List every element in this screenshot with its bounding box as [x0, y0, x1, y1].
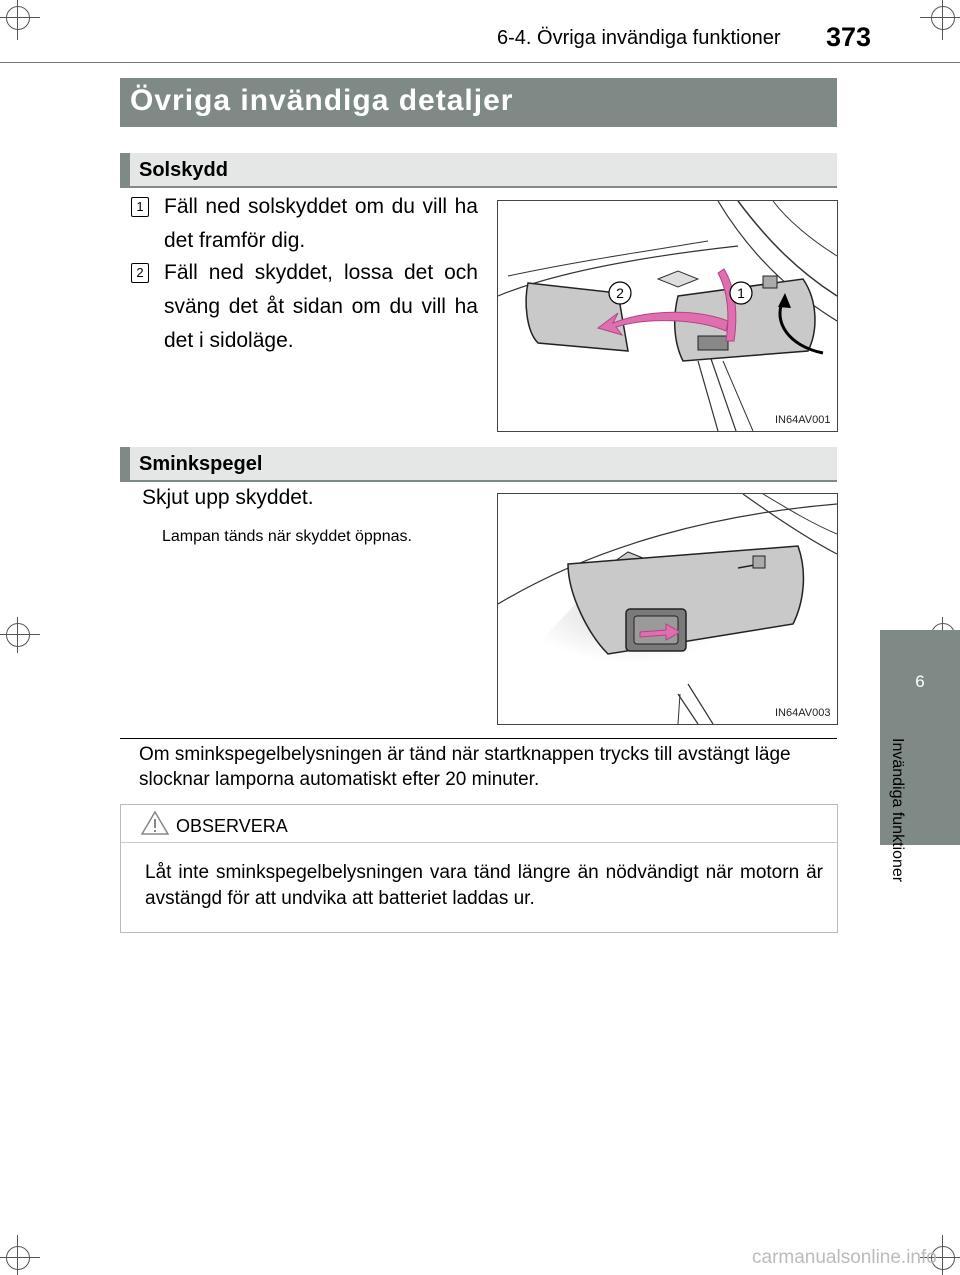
sun-visor-figure — [497, 200, 838, 432]
section-heading-sminkspegel — [120, 447, 837, 482]
vanity-mirror-illustration — [498, 494, 837, 724]
figure-label-1: 1 — [737, 285, 745, 301]
chapter-side-number: 6 — [915, 672, 925, 691]
page-number: 373 — [826, 22, 872, 52]
step-1-icon: 1 — [131, 197, 149, 217]
watermark: carmanualsonline.info — [752, 1247, 937, 1268]
mirror-detail: Lampan tänds när skyddet öppnas. — [162, 528, 412, 545]
figure-code-1: IN64AV001 — [775, 414, 831, 426]
step-2-icon: 2 — [131, 263, 149, 283]
caution-text: Låt inte sminkspegelbelysningen vara tänd längre än nödvändigt när motorn är avstängd för att undvika att batteriet laddas ur. — [145, 862, 823, 909]
note-text: Om sminkspegelbelysningen är tänd när startknappen trycks till avstängt läge slocknar lamporna automatiskt efter 20 minuter. — [139, 744, 791, 790]
note-rule — [120, 738, 837, 739]
page-title: Övriga invändiga detaljer — [130, 84, 514, 117]
section-heading-sminkspegel-label: Sminkspegel — [139, 453, 263, 475]
header-rule — [0, 62, 960, 63]
chapter-heading: 6-4. Övriga invändiga funktioner — [497, 27, 781, 49]
figure-label-2: 2 — [616, 285, 624, 301]
step-2-text: Fäll ned skyddet, lossa det och sväng det åt sidan om du vill ha det i sidoläge. — [164, 261, 478, 352]
warning-triangle-icon — [140, 810, 170, 836]
sun-visor-illustration — [498, 201, 837, 431]
caution-title: OBSERVERA — [176, 816, 288, 836]
vanity-mirror-figure — [497, 493, 838, 725]
section-heading-solskydd-label: Solskydd — [139, 159, 228, 181]
section-heading-solskydd — [120, 153, 837, 188]
chapter-side-label: Invändiga funktioner — [889, 738, 906, 883]
mirror-instruction: Skjut upp skyddet. — [142, 486, 314, 509]
step-1-text: Fäll ned solskyddet om du vill ha det framför dig. — [164, 195, 478, 252]
figure-code-2: IN64AV003 — [775, 707, 831, 719]
